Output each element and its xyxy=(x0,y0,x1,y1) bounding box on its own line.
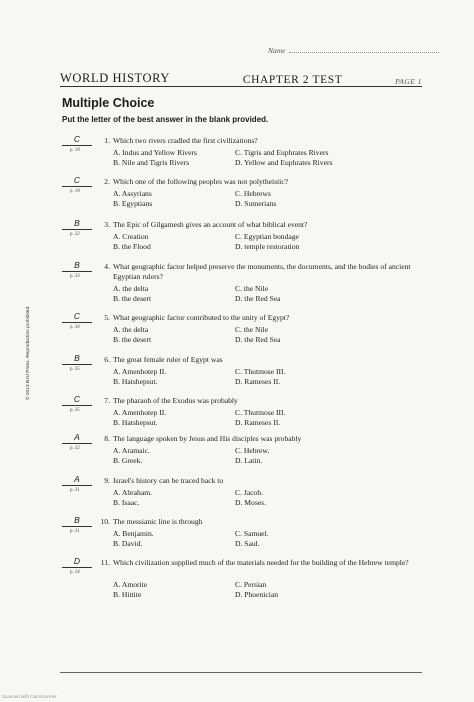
answer-blank[interactable]: C xyxy=(62,311,92,323)
bottom-rule xyxy=(60,672,422,673)
option-a: A. Amenhotep II. xyxy=(113,367,167,376)
copyright-notice: © 2013 BJU Press. Reproduction prohibited. xyxy=(26,305,31,400)
page-reference: p. 31 xyxy=(70,529,80,534)
question-text: The pharaoh of the Exodus was probably xyxy=(113,396,238,405)
answer-blank[interactable]: C xyxy=(62,175,92,187)
question-number: 1. xyxy=(104,136,110,145)
name-field xyxy=(268,46,439,55)
option-a: A. the delta xyxy=(113,284,149,293)
option-d: D. Sumerians xyxy=(235,199,277,208)
option-b: B. the desert xyxy=(113,335,152,344)
answer-blank[interactable]: C xyxy=(62,134,92,146)
test-header xyxy=(60,64,422,87)
option-d: D. the Red Sea xyxy=(235,294,281,303)
question-number: 8. xyxy=(104,434,110,443)
scanner-watermark: Scanned with CamScanner xyxy=(2,694,57,699)
option-b: B. Nile and Tigris Rivers xyxy=(113,158,190,167)
question-number: 2. xyxy=(104,177,110,186)
option-d: D. temple restoration xyxy=(235,242,300,251)
question-text: Which civilization supplied much of the materials needed for the building of the Hebrew temple? xyxy=(113,558,409,567)
option-d: D. Saul. xyxy=(235,539,260,548)
chapter-title: CHAPTER 2 TEST xyxy=(242,74,343,86)
option-a: A. Aramaic. xyxy=(113,446,150,455)
question-text: What geographic factor helped preserve the monuments, the documents, and the bodies of ancient Egyptian rulers? xyxy=(113,262,411,281)
page-reference: p. 24 xyxy=(70,570,80,575)
question-text: The messianic line is through xyxy=(113,517,203,526)
page-reference: p. 18 xyxy=(70,148,80,153)
option-c: C. Thutmose III. xyxy=(235,367,286,376)
option-c: C. Jacob. xyxy=(235,488,264,497)
page-reference: p. 32 xyxy=(70,446,80,451)
question-number: 4. xyxy=(104,262,110,271)
answer-blank[interactable]: B xyxy=(62,515,92,527)
option-a: A. Benjamin. xyxy=(113,529,154,538)
option-b: B. Hatshepsut. xyxy=(113,418,158,427)
name-label: Name xyxy=(268,46,286,55)
page-reference: p. 22 xyxy=(70,232,80,237)
question-number: 6. xyxy=(104,355,110,364)
page-reference: p. 18 xyxy=(70,189,80,194)
option-b: B. Hittite xyxy=(113,590,142,599)
option-d: D. Moses. xyxy=(235,498,267,507)
question-number: 3. xyxy=(104,220,110,229)
option-c: C. the Nile xyxy=(235,325,269,334)
answer-blank[interactable]: C xyxy=(62,394,92,406)
answer-blank[interactable]: B xyxy=(62,353,92,365)
option-a: A. the delta xyxy=(113,325,149,334)
option-b: B. Hatshepsut. xyxy=(113,377,158,386)
option-c: C. Thutmose III. xyxy=(235,408,286,417)
answer-blank[interactable]: B xyxy=(62,218,92,230)
option-c: C. Tigris and Euphrates Rivers xyxy=(235,148,329,157)
section-title: Multiple Choice xyxy=(62,96,155,110)
option-b: B. Isaac. xyxy=(113,498,140,507)
option-b: B. Greek. xyxy=(113,456,143,465)
answer-blank[interactable]: D xyxy=(62,556,92,568)
option-d: D. Rameses II. xyxy=(235,418,281,427)
option-c: C. Persian xyxy=(235,580,267,589)
option-b: B. the Flood xyxy=(113,242,151,251)
option-a: A. Abraham. xyxy=(113,488,153,497)
option-a: A. Creation xyxy=(113,232,149,241)
question-number: 5. xyxy=(104,313,110,322)
question-text: Israel's history can be traced back to xyxy=(113,476,224,485)
option-a: A. Indus and Yellow Rivers xyxy=(113,148,197,157)
page-reference: p. 35 xyxy=(70,408,80,413)
page-number: PAGE 1 xyxy=(395,77,422,86)
option-d: D. Rameses II. xyxy=(235,377,281,386)
answer-blank[interactable]: A xyxy=(62,474,92,486)
page-reference: p. 34 xyxy=(70,325,80,330)
question-number: 7. xyxy=(104,396,110,405)
option-b: B. David. xyxy=(113,539,143,548)
question-text: Which two rivers cradled the first civilizations? xyxy=(113,136,258,145)
option-d: D. Yellow and Euphrates Rivers xyxy=(235,158,333,167)
question-text: The language spoken by Jesus and His disciples was probably xyxy=(113,434,302,443)
page-reference: p. 33 xyxy=(70,274,80,279)
option-c: C. Samuel. xyxy=(235,529,269,538)
question-text: What geographic factor contributed to the unity of Egypt? xyxy=(113,313,290,322)
question-text: The great female ruler of Egypt was xyxy=(113,355,223,364)
option-c: C. Hebrews xyxy=(235,189,271,198)
question-number: 9. xyxy=(104,476,110,485)
option-d: D. Phoenician xyxy=(235,590,279,599)
option-b: B. Egyptians xyxy=(113,199,153,208)
option-a: A. Amenhotep II. xyxy=(113,408,167,417)
option-a: A. Amorite xyxy=(113,580,148,589)
option-a: A. Assyrians xyxy=(113,189,152,198)
option-d: D. the Red Sea xyxy=(235,335,281,344)
name-blank xyxy=(289,46,439,53)
answer-blank[interactable]: A xyxy=(62,432,92,444)
instructions: Put the letter of the best answer in the blank provided. xyxy=(62,115,269,124)
option-d: D. Latin. xyxy=(235,456,263,465)
option-c: C. Egyptian bondage xyxy=(235,232,299,241)
answer-blank[interactable]: B xyxy=(62,260,92,272)
option-c: C. the Nile xyxy=(235,284,269,293)
question-text: Which one of the following peoples was not polytheistic? xyxy=(113,177,289,186)
option-c: C. Hebrew. xyxy=(235,446,270,455)
option-b: B. the desert xyxy=(113,294,152,303)
page-reference: p. 31 xyxy=(70,488,80,493)
question-text: The Epic of Gilgamesh gives an account of what biblical event? xyxy=(113,220,308,229)
question-number: 10. xyxy=(100,517,110,526)
page-reference: p. 35 xyxy=(70,367,80,372)
course-title: WORLD HISTORY xyxy=(60,71,171,85)
question-number: 11. xyxy=(100,558,110,567)
